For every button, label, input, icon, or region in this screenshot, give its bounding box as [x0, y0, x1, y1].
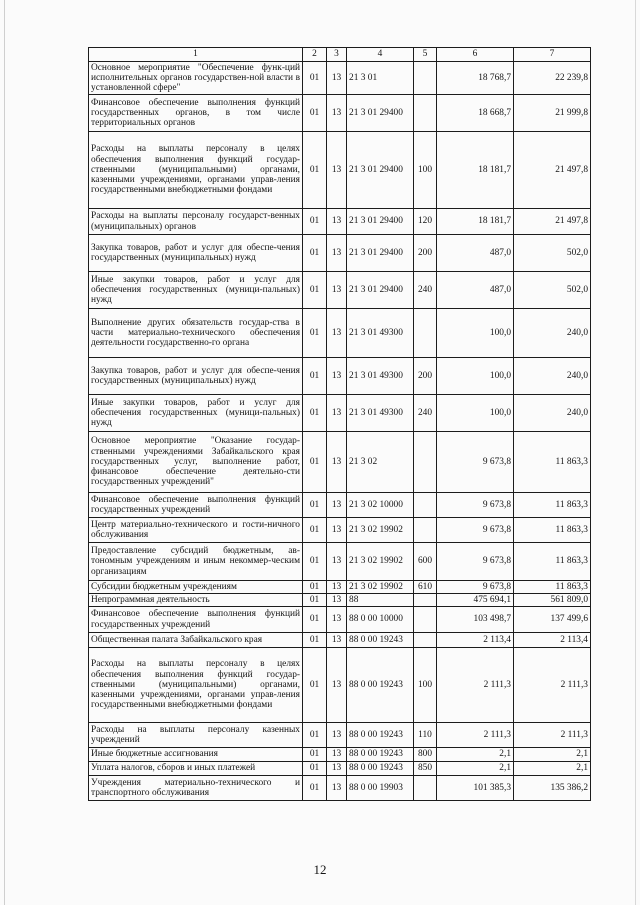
row-name: Финансовое обеспечение выполнения функций государственных учреждений	[89, 493, 303, 518]
row-name: Непрограммная деятельность	[89, 594, 303, 607]
row-amount-2: 21 497,8	[514, 209, 591, 235]
row-name: Закупка товаров, работ и услуг для обеспе-чения государственных (муниципальных) нужд	[89, 235, 303, 272]
row-amount-1: 100,0	[437, 395, 514, 432]
row-amount-1: 18 181,7	[437, 132, 514, 209]
row-subsection: 13	[327, 518, 347, 543]
table-row	[89, 309, 591, 358]
row-name: Уплата налогов, сборов и иных платежей	[89, 762, 303, 776]
row-target-code: 21 3 01 29400	[347, 209, 414, 235]
row-amount-1: 487,0	[437, 272, 514, 309]
row-amount-1: 2,1	[437, 762, 514, 776]
row-name: Основное мероприятие "Обеспечение функ-ций исполнительных органов государствен-ной власти в установленной сфере"	[89, 62, 303, 95]
row-name: Общественная палата Забайкальского края	[89, 633, 303, 648]
row-amount-2: 2 111,3	[514, 648, 591, 723]
row-target-code: 88	[347, 594, 414, 607]
row-expense-type: 240	[414, 395, 437, 432]
row-subsection: 13	[327, 594, 347, 607]
row-target-code: 21 3 01	[347, 62, 414, 95]
table-header-row	[89, 48, 591, 62]
row-amount-2: 2 111,3	[514, 723, 591, 748]
table-row	[89, 762, 591, 776]
row-section: 01	[303, 209, 327, 235]
row-section: 01	[303, 762, 327, 776]
table-row	[89, 594, 591, 607]
row-subsection: 13	[327, 762, 347, 776]
row-amount-2: 11 863,3	[514, 581, 591, 594]
row-target-code: 88 0 00 10000	[347, 607, 414, 633]
header-col-3: 3	[327, 48, 347, 62]
table-row	[89, 633, 591, 648]
row-expense-type: 120	[414, 209, 437, 235]
row-amount-1: 18 668,7	[437, 95, 514, 132]
table-row	[89, 272, 591, 309]
row-expense-type: 800	[414, 748, 437, 762]
row-target-code: 88 0 00 19243	[347, 633, 414, 648]
row-target-code: 21 3 01 49300	[347, 309, 414, 358]
row-section: 01	[303, 518, 327, 543]
row-subsection: 13	[327, 358, 347, 395]
table-row	[89, 543, 591, 581]
row-target-code: 88 0 00 19243	[347, 648, 414, 723]
row-amount-1: 2 113,4	[437, 633, 514, 648]
row-subsection: 13	[327, 581, 347, 594]
table-row	[89, 132, 591, 209]
row-amount-2: 135 386,2	[514, 776, 591, 801]
row-amount-2: 240,0	[514, 309, 591, 358]
row-amount-1: 9 673,8	[437, 581, 514, 594]
page-edge-right	[635, 0, 636, 905]
row-amount-1: 2 111,3	[437, 723, 514, 748]
row-name: Основное мероприятие "Оказание государ-ственными учреждениями Забайкальского края государственных услуг, выполнение работ, финансовое обеспечение деятельно-сти государственных учреждений"	[89, 432, 303, 493]
row-subsection: 13	[327, 543, 347, 581]
row-subsection: 13	[327, 607, 347, 633]
page-edge-left	[4, 0, 5, 905]
table-row	[89, 607, 591, 633]
row-subsection: 13	[327, 95, 347, 132]
row-name: Расходы на выплаты персоналу государст-венных (муниципальных) органов	[89, 209, 303, 235]
row-target-code: 21 3 02 19902	[347, 518, 414, 543]
row-subsection: 13	[327, 235, 347, 272]
row-name: Центр материально-технического и гости-ничного обслуживания	[89, 518, 303, 543]
row-expense-type	[414, 95, 437, 132]
header-col-4: 4	[347, 48, 414, 62]
row-amount-1: 18 768,7	[437, 62, 514, 95]
table-row	[89, 95, 591, 132]
row-section: 01	[303, 543, 327, 581]
row-section: 01	[303, 594, 327, 607]
table-row	[89, 518, 591, 543]
row-section: 01	[303, 132, 327, 209]
row-name: Предоставление субсидий бюджетным, ав-тономным учреждениям и иным некоммер-ческим организациям	[89, 543, 303, 581]
row-section: 01	[303, 95, 327, 132]
header-col-1: 1	[89, 48, 303, 62]
row-subsection: 13	[327, 309, 347, 358]
row-section: 01	[303, 235, 327, 272]
row-expense-type	[414, 62, 437, 95]
row-subsection: 13	[327, 432, 347, 493]
row-amount-2: 2 113,4	[514, 633, 591, 648]
row-amount-2: 137 499,6	[514, 607, 591, 633]
row-expense-type	[414, 432, 437, 493]
row-target-code: 21 3 01 49300	[347, 395, 414, 432]
header-col-6: 6	[437, 48, 514, 62]
table-row	[89, 395, 591, 432]
row-name: Расходы на выплаты персоналу в целях обеспечения выполнения функций государ-ственными (муниципальными) органами, казенными учреждениями, органами управ-ления государственными внебюджетными фондами	[89, 648, 303, 723]
header-col-2: 2	[303, 48, 327, 62]
row-target-code: 21 3 02	[347, 432, 414, 493]
row-amount-1: 475 694,1	[437, 594, 514, 607]
row-amount-1: 9 673,8	[437, 432, 514, 493]
row-section: 01	[303, 607, 327, 633]
row-amount-2: 11 863,3	[514, 432, 591, 493]
row-target-code: 88 0 00 19903	[347, 776, 414, 801]
row-subsection: 13	[327, 648, 347, 723]
row-amount-1: 2 111,3	[437, 648, 514, 723]
header-col-5: 5	[414, 48, 437, 62]
row-expense-type: 850	[414, 762, 437, 776]
row-amount-1: 9 673,8	[437, 493, 514, 518]
row-name: Расходы на выплаты персоналу в целях обеспечения выполнения функций государ-ственными (муниципальными) органами, казенными учреждениями, органами управ-ления государственными внебюджетными фондами	[89, 132, 303, 209]
table-row	[89, 235, 591, 272]
row-name: Субсидии бюджетным учреждениям	[89, 581, 303, 594]
row-target-code: 21 3 01 29400	[347, 95, 414, 132]
row-expense-type	[414, 309, 437, 358]
row-amount-2: 502,0	[514, 235, 591, 272]
row-amount-1: 2,1	[437, 748, 514, 762]
row-expense-type: 610	[414, 581, 437, 594]
row-amount-2: 502,0	[514, 272, 591, 309]
row-amount-2: 240,0	[514, 358, 591, 395]
row-subsection: 13	[327, 272, 347, 309]
row-section: 01	[303, 776, 327, 801]
table-row	[89, 776, 591, 801]
table-row	[89, 723, 591, 748]
row-amount-2: 11 863,3	[514, 493, 591, 518]
row-section: 01	[303, 581, 327, 594]
row-amount-2: 22 239,8	[514, 62, 591, 95]
row-subsection: 13	[327, 776, 347, 801]
table-row	[89, 748, 591, 762]
row-target-code: 21 3 01 29400	[347, 272, 414, 309]
row-amount-1: 100,0	[437, 358, 514, 395]
row-expense-type: 100	[414, 132, 437, 209]
row-name: Финансовое обеспечение выполнения функций государственных учреждений	[89, 607, 303, 633]
row-subsection: 13	[327, 209, 347, 235]
row-amount-2: 21 497,8	[514, 132, 591, 209]
row-section: 01	[303, 648, 327, 723]
row-name: Иные закупки товаров, работ и услуг для обеспечения государственных (муници-пальных) нужд	[89, 272, 303, 309]
row-name: Выполнение других обязательств государ-ства в части материально-технического обеспечения деятельности государственно-го органа	[89, 309, 303, 358]
row-expense-type: 200	[414, 358, 437, 395]
row-section: 01	[303, 395, 327, 432]
row-expense-type: 600	[414, 543, 437, 581]
row-target-code: 21 3 02 19902	[347, 581, 414, 594]
row-target-code: 21 3 01 29400	[347, 235, 414, 272]
row-name: Учреждения материально-технического и транспортного обслуживания	[89, 776, 303, 801]
header-col-7: 7	[514, 48, 591, 62]
row-amount-2: 21 999,8	[514, 95, 591, 132]
row-amount-2: 2,1	[514, 762, 591, 776]
row-section: 01	[303, 309, 327, 358]
table-row	[89, 432, 591, 493]
row-expense-type	[414, 776, 437, 801]
row-amount-1: 9 673,8	[437, 543, 514, 581]
row-section: 01	[303, 358, 327, 395]
row-expense-type: 100	[414, 648, 437, 723]
row-section: 01	[303, 633, 327, 648]
table-row	[89, 358, 591, 395]
row-section: 01	[303, 272, 327, 309]
budget-table	[88, 47, 591, 801]
row-amount-1: 100,0	[437, 309, 514, 358]
row-amount-2: 11 863,3	[514, 518, 591, 543]
row-section: 01	[303, 723, 327, 748]
row-target-code: 88 0 00 19243	[347, 762, 414, 776]
row-target-code: 88 0 00 19243	[347, 723, 414, 748]
row-subsection: 13	[327, 493, 347, 518]
table-row	[89, 62, 591, 95]
row-subsection: 13	[327, 395, 347, 432]
row-subsection: 13	[327, 748, 347, 762]
row-name: Иные бюджетные ассигнования	[89, 748, 303, 762]
row-amount-2: 240,0	[514, 395, 591, 432]
row-section: 01	[303, 62, 327, 95]
row-amount-1: 103 498,7	[437, 607, 514, 633]
row-name: Расходы на выплаты персоналу казенных учреждений	[89, 723, 303, 748]
row-amount-1: 487,0	[437, 235, 514, 272]
row-target-code: 21 3 02 10000	[347, 493, 414, 518]
row-expense-type: 240	[414, 272, 437, 309]
row-amount-2: 2,1	[514, 748, 591, 762]
table-row	[89, 209, 591, 235]
row-amount-1: 9 673,8	[437, 518, 514, 543]
row-amount-1: 18 181,7	[437, 209, 514, 235]
row-amount-2: 11 863,3	[514, 543, 591, 581]
row-name: Закупка товаров, работ и услуг для обеспе-чения государственных (муниципальных) нужд	[89, 358, 303, 395]
row-amount-1: 101 385,3	[437, 776, 514, 801]
row-target-code: 21 3 01 49300	[347, 358, 414, 395]
row-target-code: 21 3 02 19902	[347, 543, 414, 581]
row-subsection: 13	[327, 633, 347, 648]
row-section: 01	[303, 748, 327, 762]
page-number: 12	[313, 862, 327, 877]
row-section: 01	[303, 493, 327, 518]
row-target-code: 21 3 01 29400	[347, 132, 414, 209]
row-amount-2: 561 809,0	[514, 594, 591, 607]
row-expense-type	[414, 594, 437, 607]
row-name: Финансовое обеспечение выполнения функций государственных органов, в том числе территориальных органов	[89, 95, 303, 132]
row-name: Иные закупки товаров, работ и услуг для обеспечения государственных (муници-пальных) нужд	[89, 395, 303, 432]
row-target-code: 88 0 00 19243	[347, 748, 414, 762]
row-section: 01	[303, 432, 327, 493]
table-row	[89, 648, 591, 723]
row-subsection: 13	[327, 723, 347, 748]
row-expense-type	[414, 493, 437, 518]
row-subsection: 13	[327, 132, 347, 209]
table-row	[89, 581, 591, 594]
table-row	[89, 493, 591, 518]
row-expense-type: 110	[414, 723, 437, 748]
row-expense-type	[414, 633, 437, 648]
row-expense-type	[414, 518, 437, 543]
row-expense-type	[414, 607, 437, 633]
row-expense-type: 200	[414, 235, 437, 272]
row-subsection: 13	[327, 62, 347, 95]
